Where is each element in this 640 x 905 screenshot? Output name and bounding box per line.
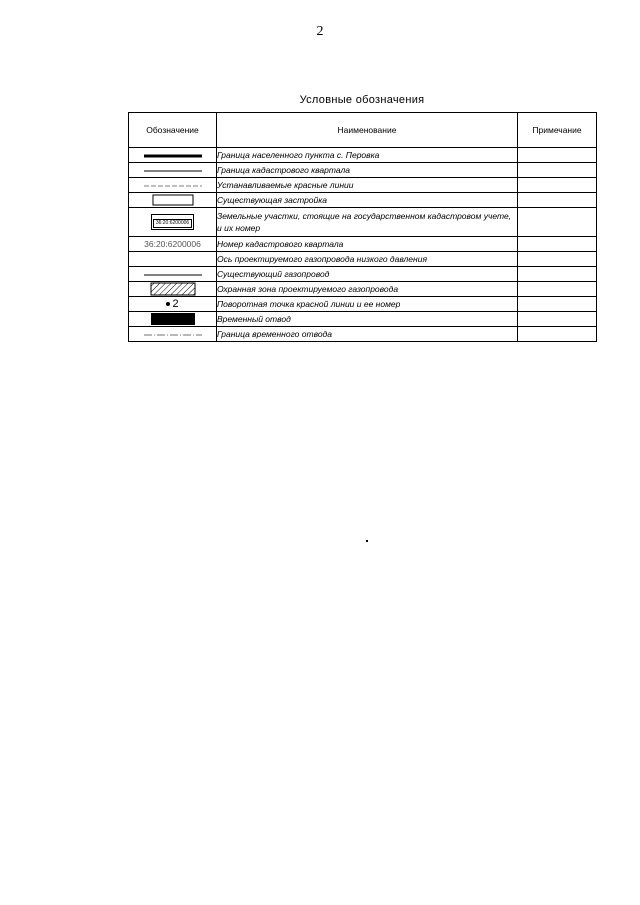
note-cell xyxy=(518,193,597,208)
symbol-cell xyxy=(129,297,217,312)
name-cell: Существующий газопровод xyxy=(217,267,518,282)
turning-point-number: 2 xyxy=(172,298,179,310)
name-cell: Охранная зона проектируемого газопровода xyxy=(217,282,518,297)
legend-row xyxy=(129,297,597,312)
parcel-label-text: 36:20:6200006 xyxy=(153,219,192,228)
note-cell xyxy=(518,148,597,163)
quarter-number-text: 36:20:6200006 xyxy=(144,239,201,249)
page-number: 2 xyxy=(316,24,324,39)
parcel-label-icon xyxy=(151,214,194,230)
legend-row xyxy=(129,148,597,163)
symbol-cell xyxy=(129,267,217,282)
name-cell: Граница населенного пункта с. Перовка xyxy=(217,148,518,163)
symbol-cell xyxy=(129,193,217,208)
turning-point-icon xyxy=(166,302,170,306)
name-cell: Поворотная точка красной линии и ее номер xyxy=(217,297,518,312)
building-rect-icon xyxy=(138,194,208,206)
legend-row xyxy=(129,282,597,297)
name-cell: Временный отвод xyxy=(217,312,518,327)
thick-line-icon xyxy=(138,152,208,160)
legend-table xyxy=(128,112,597,342)
symbol-cell xyxy=(129,163,217,178)
name-cell: Граница временного отвода xyxy=(217,327,518,342)
legend-row xyxy=(129,267,597,282)
legend-title: Условные обозначения xyxy=(299,94,425,106)
symbol-cell xyxy=(129,208,217,237)
note-cell xyxy=(518,178,597,193)
symbol-cell xyxy=(129,327,217,342)
symbol-cell xyxy=(129,148,217,163)
name-cell: Земельные участки, стоящие на государственном кадастровом учете, и их номер xyxy=(217,208,518,237)
dashed-line-icon xyxy=(138,182,208,190)
name-cell: Существующая застройка xyxy=(217,193,518,208)
legend-row xyxy=(129,178,597,193)
pipeline-line-icon xyxy=(138,271,208,279)
note-cell xyxy=(518,163,597,178)
note-cell xyxy=(518,312,597,327)
note-cell xyxy=(518,267,597,282)
note-cell xyxy=(518,252,597,267)
symbol-cell xyxy=(129,282,217,297)
legend-row xyxy=(129,208,597,237)
filled-rect-icon xyxy=(138,312,208,326)
symbol-cell xyxy=(129,178,217,193)
name-cell: Номер кадастрового квартала xyxy=(217,237,518,252)
symbol-cell xyxy=(129,252,217,267)
legend-row xyxy=(129,327,597,342)
note-cell xyxy=(518,237,597,252)
legend-row xyxy=(129,237,597,252)
note-cell xyxy=(518,297,597,312)
dash-dot-line-icon xyxy=(138,331,208,339)
symbol-cell xyxy=(129,312,217,327)
note-cell xyxy=(518,208,597,237)
note-cell xyxy=(518,327,597,342)
thin-line-icon xyxy=(138,167,208,175)
header-symbol: Обозначение xyxy=(129,113,217,148)
stray-dot xyxy=(366,540,368,542)
name-cell: Устанавливаемые красные линии xyxy=(217,178,518,193)
legend-row xyxy=(129,193,597,208)
legend-row xyxy=(129,163,597,178)
symbol-cell xyxy=(129,237,217,252)
name-cell: Граница кадастрового квартала xyxy=(217,163,518,178)
header-name: Наименование xyxy=(217,113,518,148)
legend-row xyxy=(129,252,597,267)
name-cell: Ось проектируемого газопровода низкого давления xyxy=(217,252,518,267)
header-note: Примечание xyxy=(518,113,597,148)
note-cell xyxy=(518,282,597,297)
legend-header-row xyxy=(129,113,597,148)
hatched-zone-icon xyxy=(138,282,208,296)
legend-row xyxy=(129,312,597,327)
